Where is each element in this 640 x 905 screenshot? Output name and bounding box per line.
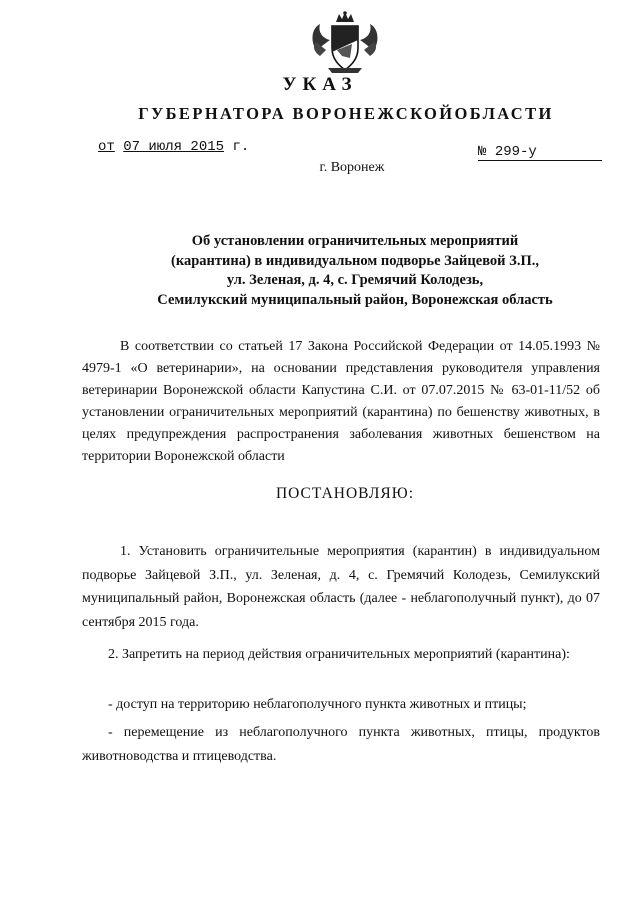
date-suffix: г. bbox=[232, 139, 250, 155]
number-prefix: № bbox=[478, 144, 487, 160]
heading-line: Семилукский муниципальный район, Воронежская область bbox=[157, 291, 553, 308]
number-value: 299-у bbox=[494, 144, 537, 160]
document-title: УКАЗ bbox=[282, 74, 358, 95]
heading-line: (карантина) в индивидуальном подворье Зайцевой З.П., bbox=[171, 252, 539, 269]
heading-line: Об установлении ограничительных мероприятий bbox=[191, 233, 519, 249]
resolve-heading: ПОСТАНОВЛЯЮ: bbox=[275, 485, 415, 502]
date-value: 07 июля 2015 bbox=[123, 139, 225, 155]
item-2-paragraph: 2. Запретить на период действия ограничительных мероприятий (карантина): bbox=[108, 647, 570, 662]
document-city: г. Воронеж bbox=[319, 160, 385, 175]
item-1-paragraph: 1. Установить ограничительные мероприятия (карантин) в индивидуальном подворье Зайцевой З.П., ул. Зеленая, д. 4, с. Гремячий Колодезь, Семилукский муниципальный район, Воронежская область (далее - неблагополучный пункт), до 07 сентября 2015 года. bbox=[82, 544, 600, 630]
date-prefix: от bbox=[98, 139, 115, 155]
document-heading bbox=[70, 232, 640, 310]
preamble-paragraph: В соответствии со статьей 17 Закона Российской Федерации от 14.05.1993 № 4979-1 «О ветеринарии», на основании представления руководителя управления ветеринарии Воронежской области Капустина С.И. от 07.07.2015 № 63-01-11/52 об установлении ограничительных мероприятий (карантина) по бешенству животных, в целях предупреждения распространения заболевания животных бешенством на территории Воронежской области bbox=[82, 339, 600, 464]
document-number bbox=[478, 144, 602, 161]
heading-line: ул. Зеленая, д. 4, с. Гремячий Колодезь, bbox=[226, 272, 484, 288]
item-2-sub-2: - перемещение из неблагополучного пункта животных, птицы, продуктов животноводства и птицеводства. bbox=[82, 725, 600, 764]
item-2-sub-1: - доступ на территорию неблагополучного пункта животных и птицы; bbox=[108, 697, 527, 712]
document-date bbox=[98, 139, 249, 155]
document-subtitle: ГУБЕРНАТОРА ВОРОНЕЖСКОЙОБЛАСТИ bbox=[138, 104, 554, 123]
coat-of-arms-icon bbox=[306, 10, 384, 76]
